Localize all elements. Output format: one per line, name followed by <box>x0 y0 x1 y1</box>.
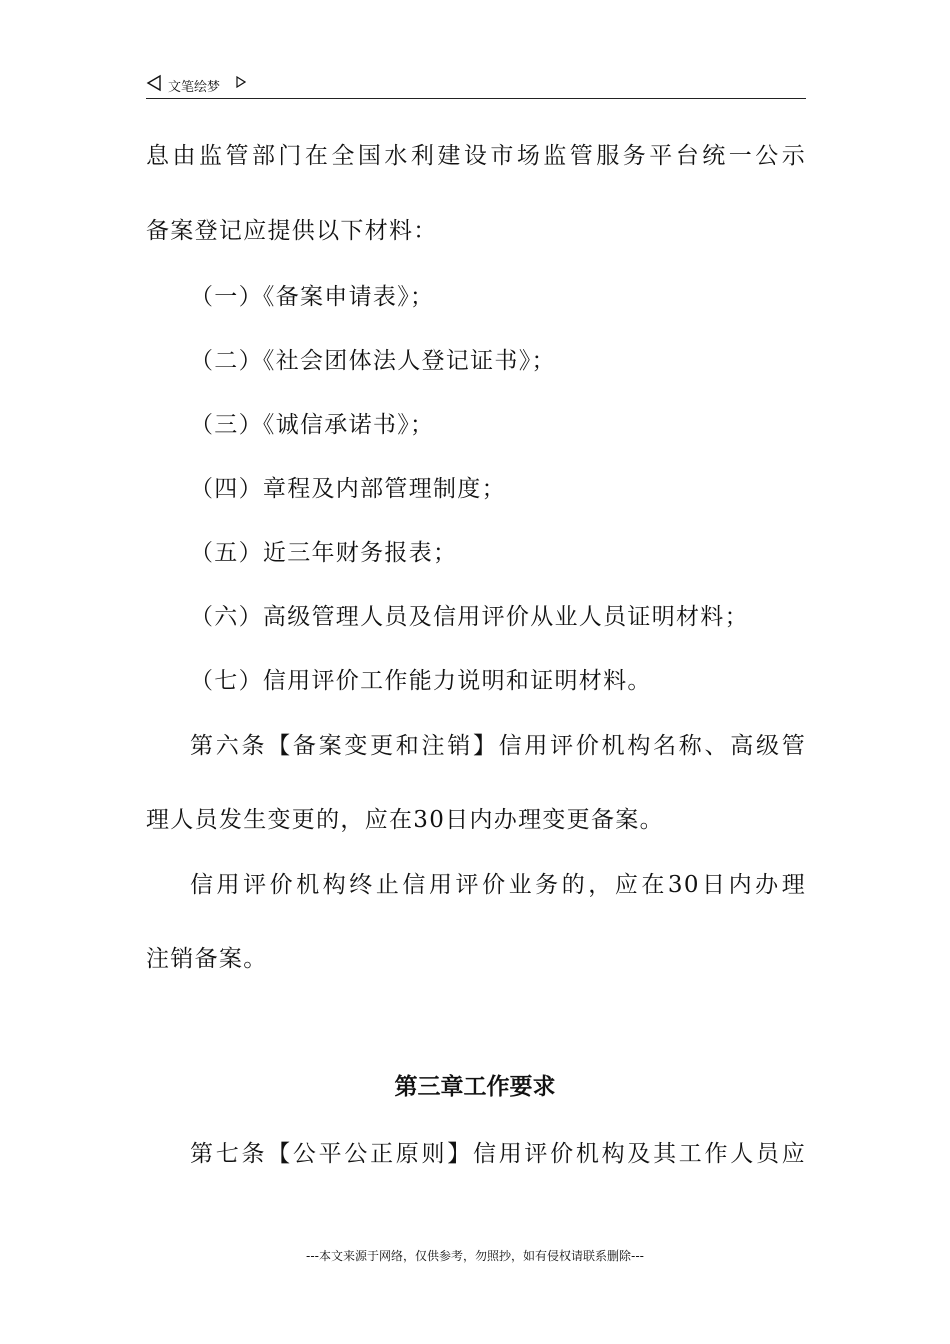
list-item: （四）章程及内部管理制度； <box>190 476 506 502</box>
body-line: 信用评价机构终止信用评价业务的，应在30日内办理 <box>190 872 806 898</box>
body-line: 注销备案。 <box>146 946 268 972</box>
chapter-title: 第三章工作要求 <box>394 1074 556 1100</box>
list-item: （一）《备案申请表》； <box>190 284 435 310</box>
article-six-line: 第六条【备案变更和注销】信用评价机构名称、高级管 <box>190 733 806 759</box>
list-item: （六）高级管理人员及信用评价从业人员证明材料； <box>190 604 749 630</box>
list-item: （五）近三年财务报表； <box>190 540 458 566</box>
list-item: （七）信用评价工作能力说明和证明材料。 <box>190 668 652 694</box>
left-triangle-icon <box>146 74 162 92</box>
list-item: （三）《诚信承诺书》； <box>190 412 435 438</box>
right-triangle-icon <box>236 76 246 88</box>
body-line: 理人员发生变更的，应在30日内办理变更备案。 <box>146 807 664 833</box>
body-line: 备案登记应提供以下材料： <box>146 218 438 244</box>
body-line: 息由监管部门在全国水利建设市场监管服务平台统一公示 <box>146 143 806 169</box>
footer-note: ---本文来源于网络，仅供参考，勿照抄，如有侵权请联系删除--- <box>306 1249 644 1263</box>
page-header <box>146 72 806 99</box>
article-seven-line: 第七条【公平公正原则】信用评价机构及其工作人员应 <box>190 1141 806 1167</box>
header-title: 文笔绘梦 <box>168 80 221 95</box>
list-item: （二）《社会团体法人登记证书》； <box>190 348 556 374</box>
